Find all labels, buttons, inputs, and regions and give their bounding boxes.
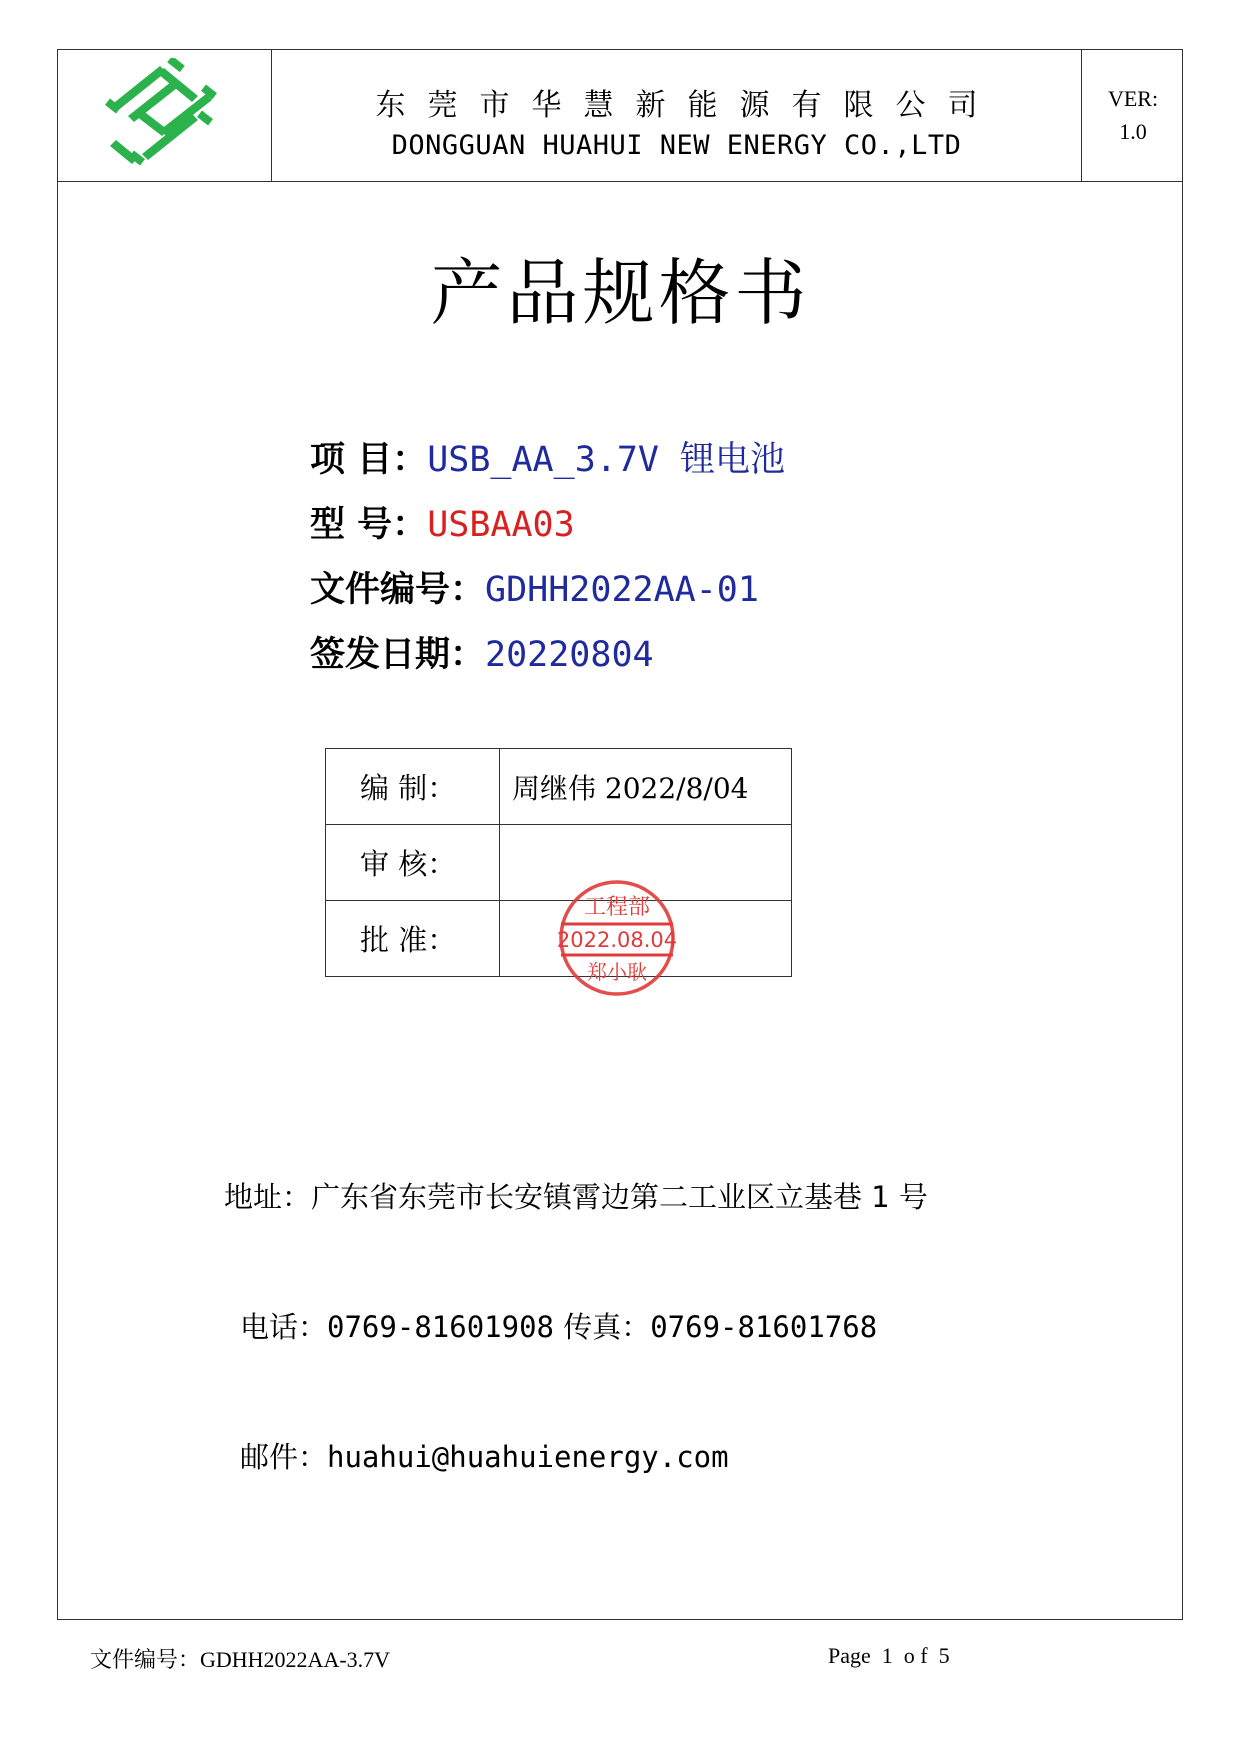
phone-number: 0769-81601908: [327, 1310, 554, 1344]
info-label: 签发日期：: [310, 635, 486, 675]
info-label: 文件编号：: [310, 570, 486, 610]
contact-address: 地址：广东省东莞市长安镇霄边第二工业区立基巷 1 号: [224, 1180, 928, 1214]
contact-phone-line: [240, 1305, 877, 1346]
info-label: 型 号：: [310, 505, 428, 545]
approval-value-prepared: 周继伟 2022/8/04: [500, 749, 792, 825]
company-name-en: DONGGUAN HUAHUI NEW ENERGY CO.,LTD: [391, 130, 962, 161]
fax-number: 0769-81601768: [650, 1310, 878, 1344]
version-label: VER:: [1107, 86, 1159, 111]
huahui-logo-icon: [102, 58, 224, 166]
info-value-project: USB_AA_3.7V 锂电池: [427, 440, 786, 480]
stamp-dept: 工程部: [583, 895, 651, 920]
document-title: 产品规格书: [430, 251, 811, 335]
contact-email-line: [240, 1435, 729, 1476]
info-row-doc-number: [310, 562, 785, 627]
footer-page-number: Page 1 o f 5: [828, 1643, 950, 1668]
table-row: [326, 749, 792, 825]
logo-cell: [58, 50, 272, 181]
info-row-project: [310, 432, 785, 497]
document-header: [58, 50, 1182, 182]
stamp-date: 2022.08.04: [556, 928, 678, 952]
email-address: huahui@huahuienergy.com: [327, 1440, 729, 1474]
footer-doc-number: 文件编号：GDHH2022AA-3.7V: [90, 1647, 391, 1672]
approval-label-approved: 批 准：: [326, 901, 500, 977]
company-name-cell: [272, 50, 1081, 181]
version-cell: [1081, 50, 1184, 181]
info-label: 项 目：: [310, 440, 428, 480]
approval-label-reviewed: 审 核：: [326, 825, 500, 901]
approval-label-prepared: 编 制：: [326, 749, 500, 825]
info-value-doc-number: GDHH2022AA-01: [485, 570, 759, 610]
product-info: [310, 432, 785, 692]
email-label: 邮件：: [240, 1440, 328, 1474]
fax-label: 传真：: [554, 1310, 651, 1344]
info-value-model: USBAA03: [427, 505, 575, 545]
stamp-signer: 郑小耿: [587, 960, 647, 984]
info-row-model: [310, 497, 785, 562]
company-name-cn: 东莞市华慧新能源有限公司: [375, 88, 1000, 123]
phone-label: 电话：: [240, 1310, 328, 1344]
version-value: 1.0: [1119, 119, 1147, 144]
info-value-issue-date: 20220804: [485, 635, 654, 675]
engineering-stamp: [556, 877, 678, 999]
info-row-issue-date: [310, 627, 785, 692]
